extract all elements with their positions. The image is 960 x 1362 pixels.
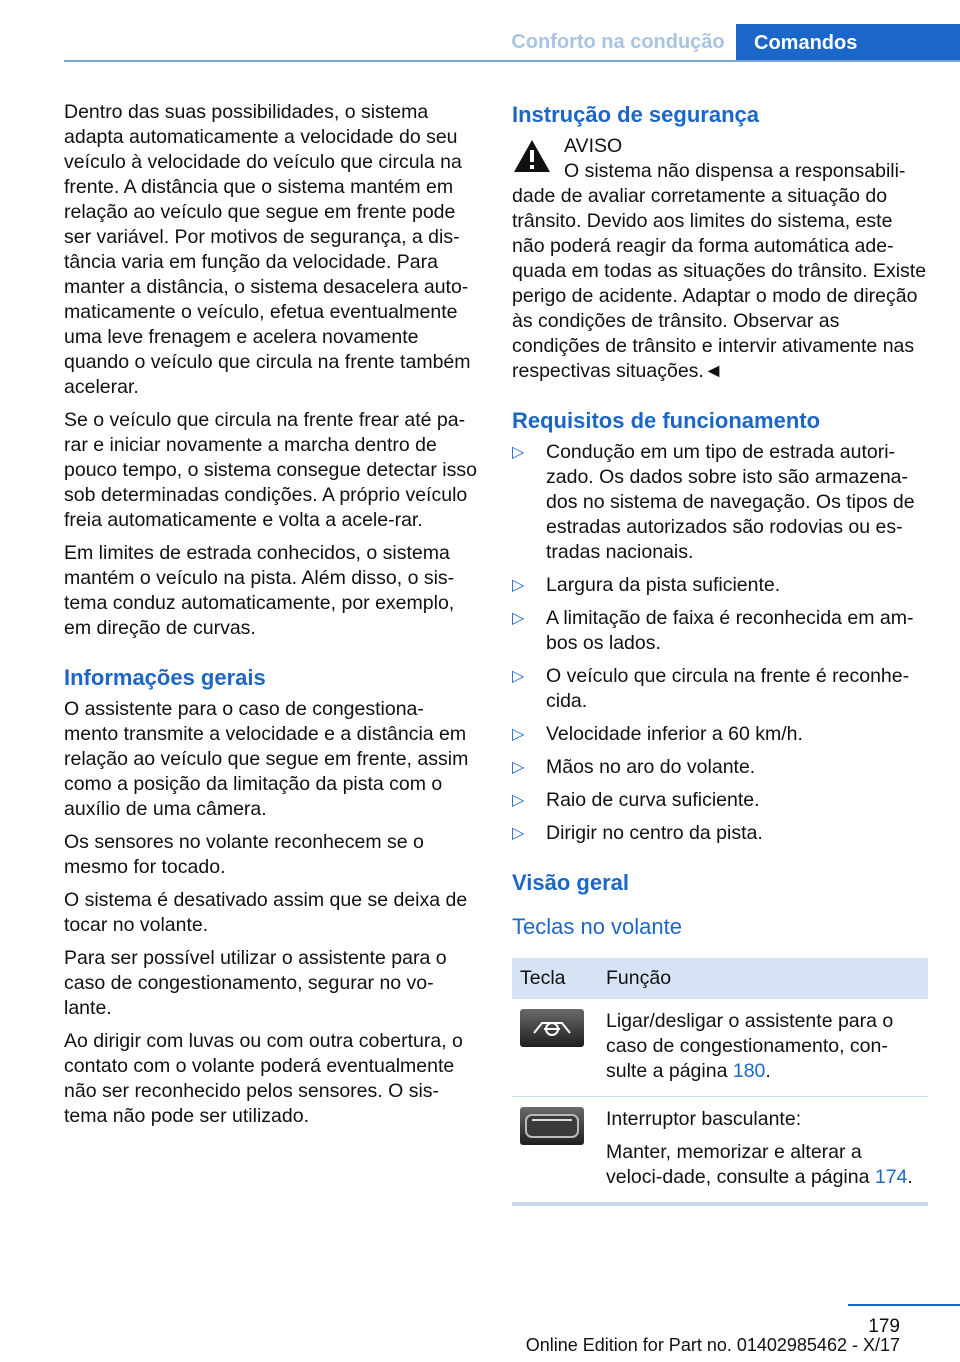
list-item: ▷ Condução em um tipo de estrada autori‐zado. Os dados sobre isto são armazena‐dos no sistema de navegação. Os tipos de estradas autorizados são rodovias ou es‐tradas nacionais. <box>512 441 915 563</box>
bullet-arrow-icon: ▷ <box>512 792 525 809</box>
paragraph: Para ser possível utilizar o assistente para o caso de congestionamento, segurar no vo‐lante. <box>64 947 447 1019</box>
bullet-arrow-icon: ▷ <box>512 610 525 627</box>
heading-overview: Visão geral <box>512 870 629 895</box>
keys-table <box>512 958 928 1206</box>
steering-assist-button-icon <box>520 1009 584 1047</box>
paragraph: Em limites de estrada conhecidos, o sistema mantém o veículo na pista. Além disso, o sis‐tema conduz automaticamente, por exemplo, em direção de curvas. <box>64 542 455 639</box>
list-item: ▷ O veículo que circula na frente é reconhe‐cida. <box>512 665 910 712</box>
header-section-title: Conforto na condução <box>511 31 725 53</box>
table-row <box>512 1097 928 1205</box>
paragraph: Se o veículo que circula na frente frear até pa‐rar e iniciar novamente a marcha dentro de pouco tempo, o sistema consegue detectar isso sob determinadas condições. A próprio veículo freia automaticamente e volta a acele‐rar. <box>64 409 477 531</box>
header-chapter-tab: Comandos <box>736 24 960 62</box>
list-item: ▷ A limitação de faixa é reconhecida em am‐bos os lados. <box>512 607 914 654</box>
heading-steering-keys: Teclas no volante <box>512 914 682 939</box>
bullet-arrow-icon: ▷ <box>512 726 525 743</box>
list-item: ▷ Largura da pista suficiente. <box>512 574 781 596</box>
right-column <box>512 100 928 1206</box>
list-item: ▷ Velocidade inferior a 60 km/h. <box>512 723 803 745</box>
heading-safety: Instrução de segurança <box>512 102 759 127</box>
page-header <box>0 0 960 62</box>
paragraph: O sistema é desativado assim que se deixa de tocar no volante. <box>64 889 468 936</box>
left-column <box>64 100 478 1137</box>
page-reference-link[interactable]: 180 <box>732 1060 766 1082</box>
bullet-arrow-icon: ▷ <box>512 577 525 594</box>
bullet-arrow-icon: ▷ <box>512 759 525 776</box>
warning-block <box>512 134 928 384</box>
heading-general-info: Informações gerais <box>64 665 266 690</box>
column-header-function: Função <box>598 958 928 999</box>
table-header-row <box>512 958 928 999</box>
bullet-arrow-icon: ▷ <box>512 668 525 685</box>
rocker-switch-icon <box>520 1107 584 1145</box>
warning-title: AVISO <box>564 135 623 157</box>
function-cell: Ligar/desligar o assistente para o caso de congestionamento, con‐sulte a página 180. <box>598 999 928 1097</box>
bullet-arrow-icon: ▷ <box>512 825 525 842</box>
footer-edition: Online Edition for Part no. 01402985462 - X/17 <box>525 1335 900 1355</box>
column-header-key: Tecla <box>512 958 598 999</box>
table-row <box>512 999 928 1097</box>
paragraph: O assistente para o caso de congestiona‐mento transmite a velocidade e a distância em relação ao veículo que segue em frente, assim como a posição da limitação da pista com o auxílio de uma câmera. <box>64 698 469 820</box>
page-reference-link[interactable]: 174 <box>874 1166 908 1188</box>
list-item: ▷ Raio de curva suficiente. <box>512 789 760 811</box>
list-item: ▷ Dirigir no centro da pista. <box>512 822 763 844</box>
paragraph: Dentro das suas possibilidades, o sistema adapta automaticamente a velocidade do seu veículo à velocidade do veículo que circula na frente. A distância que o sistema mantém em relação ao veículo que segue em frente pode ser variável. Por motivos de segurança, a dis‐tância varia em função da velocidade. Para manter a distância, o sistema desacelera auto‐maticamente o veículo, efetua eventualmente uma leve frenagem e acelera novamente quando o veículo que circula na frente também acelerar. <box>64 101 471 398</box>
warning-triangle-icon <box>512 138 552 174</box>
list-item: ▷ Mãos no aro do volante. <box>512 756 756 778</box>
heading-requirements: Requisitos de funcionamento <box>512 408 821 433</box>
requirements-list <box>512 440 928 846</box>
bullet-arrow-icon: ▷ <box>512 444 525 461</box>
paragraph: Os sensores no volante reconhecem se o mesmo for tocado. <box>64 831 424 878</box>
footer-rule <box>848 1304 960 1306</box>
warning-text: O sistema não dispensa a responsabili‐dade de avaliar corretamente a situação do trânsito. Devido aos limites do sistema, este não poderá reagir da forma automática ade‐quada em todas as situações do trânsito. Existe perigo de acidente. Adaptar o modo de direção às condições de trânsito. Observar as condições de trânsito e intervir ativamente nas respectivas situações.◄ <box>512 160 927 382</box>
header-rule <box>64 60 960 62</box>
function-cell: Interruptor basculante: Manter, memorizar e alterar a veloci‐dade, consulte a página 174. <box>598 1097 928 1205</box>
page-number: 179 <box>868 1316 900 1337</box>
paragraph: Ao dirigir com luvas ou com outra cobertura, o contato com o volante poderá eventualmente não ser reconhecido pelos sensores. O sis‐tema não pode ser utilizado. <box>64 1030 463 1127</box>
